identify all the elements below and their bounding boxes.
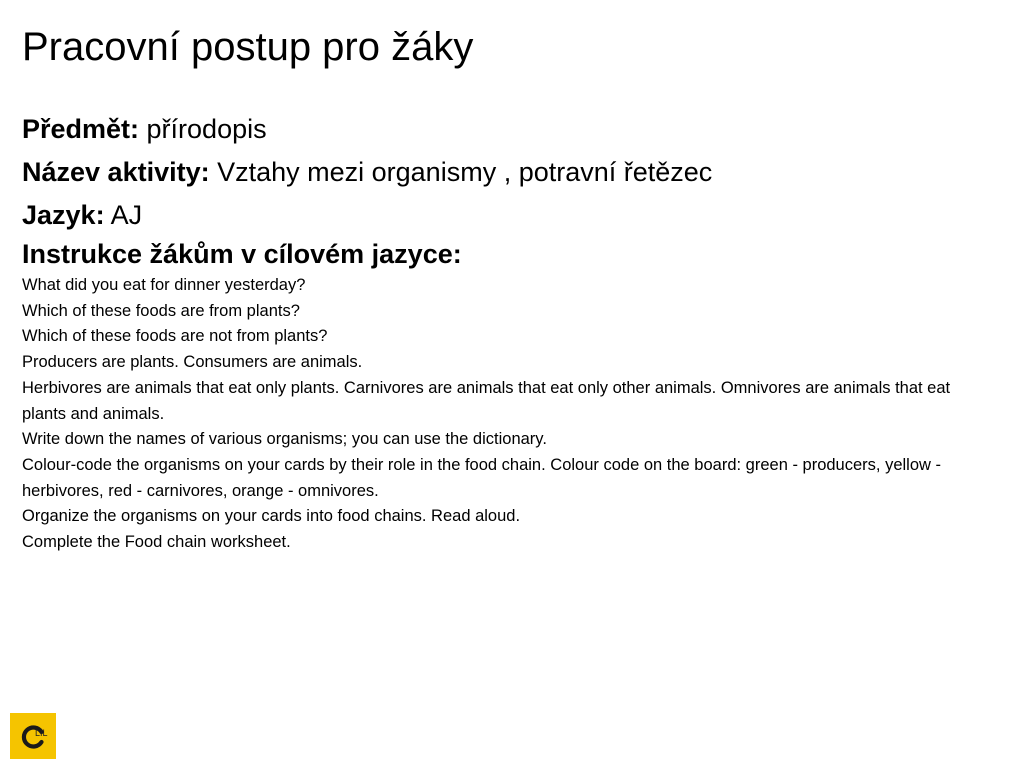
activity-label: Název aktivity:	[22, 157, 210, 187]
subject-value: přírodopis	[139, 114, 267, 144]
clil-logo	[10, 713, 56, 759]
instruction-line: Colour-code the organisms on your cards by their role in the food chain. Colour code on the board: green - producers, yellow - herbivores, red - carnivores, orange - omnivores.	[22, 455, 941, 500]
slide-content	[22, 108, 997, 556]
instruction-line: Organize the organisms on your cards into food chains. Read aloud.	[22, 507, 521, 526]
language-field	[22, 194, 997, 237]
activity-value: Vztahy mezi organismy , potravní řetězec	[209, 157, 713, 187]
instruction-line: Write down the names of various organisms; you can use the dictionary.	[22, 430, 547, 449]
subject-label: Předmět:	[22, 114, 140, 144]
instruction-line: Producers are plants. Consumers are animals.	[22, 353, 363, 372]
clil-logo-text: LIL	[35, 728, 48, 738]
subject-field	[22, 108, 997, 151]
instruction-line: Which of these foods are from plants?	[22, 301, 300, 320]
instruction-line: Complete the Food chain worksheet.	[22, 533, 291, 552]
instruction-line: Which of these foods are not from plants?	[22, 327, 328, 346]
instruction-line: Herbivores are animals that eat only plants. Carnivores are animals that eat only other animals. Omnivores are animals that eat plants and animals.	[22, 378, 951, 423]
instruction-line: What did you eat for dinner yesterday?	[22, 276, 306, 294]
language-label: Jazyk:	[22, 200, 105, 230]
instructions-list	[22, 273, 997, 556]
language-value: AJ	[104, 200, 143, 230]
slide-title: Pracovní postup pro žáky	[22, 25, 474, 69]
instructions-heading: Instrukce žákům v cílovém jazyce:	[22, 239, 462, 269]
clil-logo-icon	[10, 713, 56, 759]
activity-field	[22, 151, 997, 194]
